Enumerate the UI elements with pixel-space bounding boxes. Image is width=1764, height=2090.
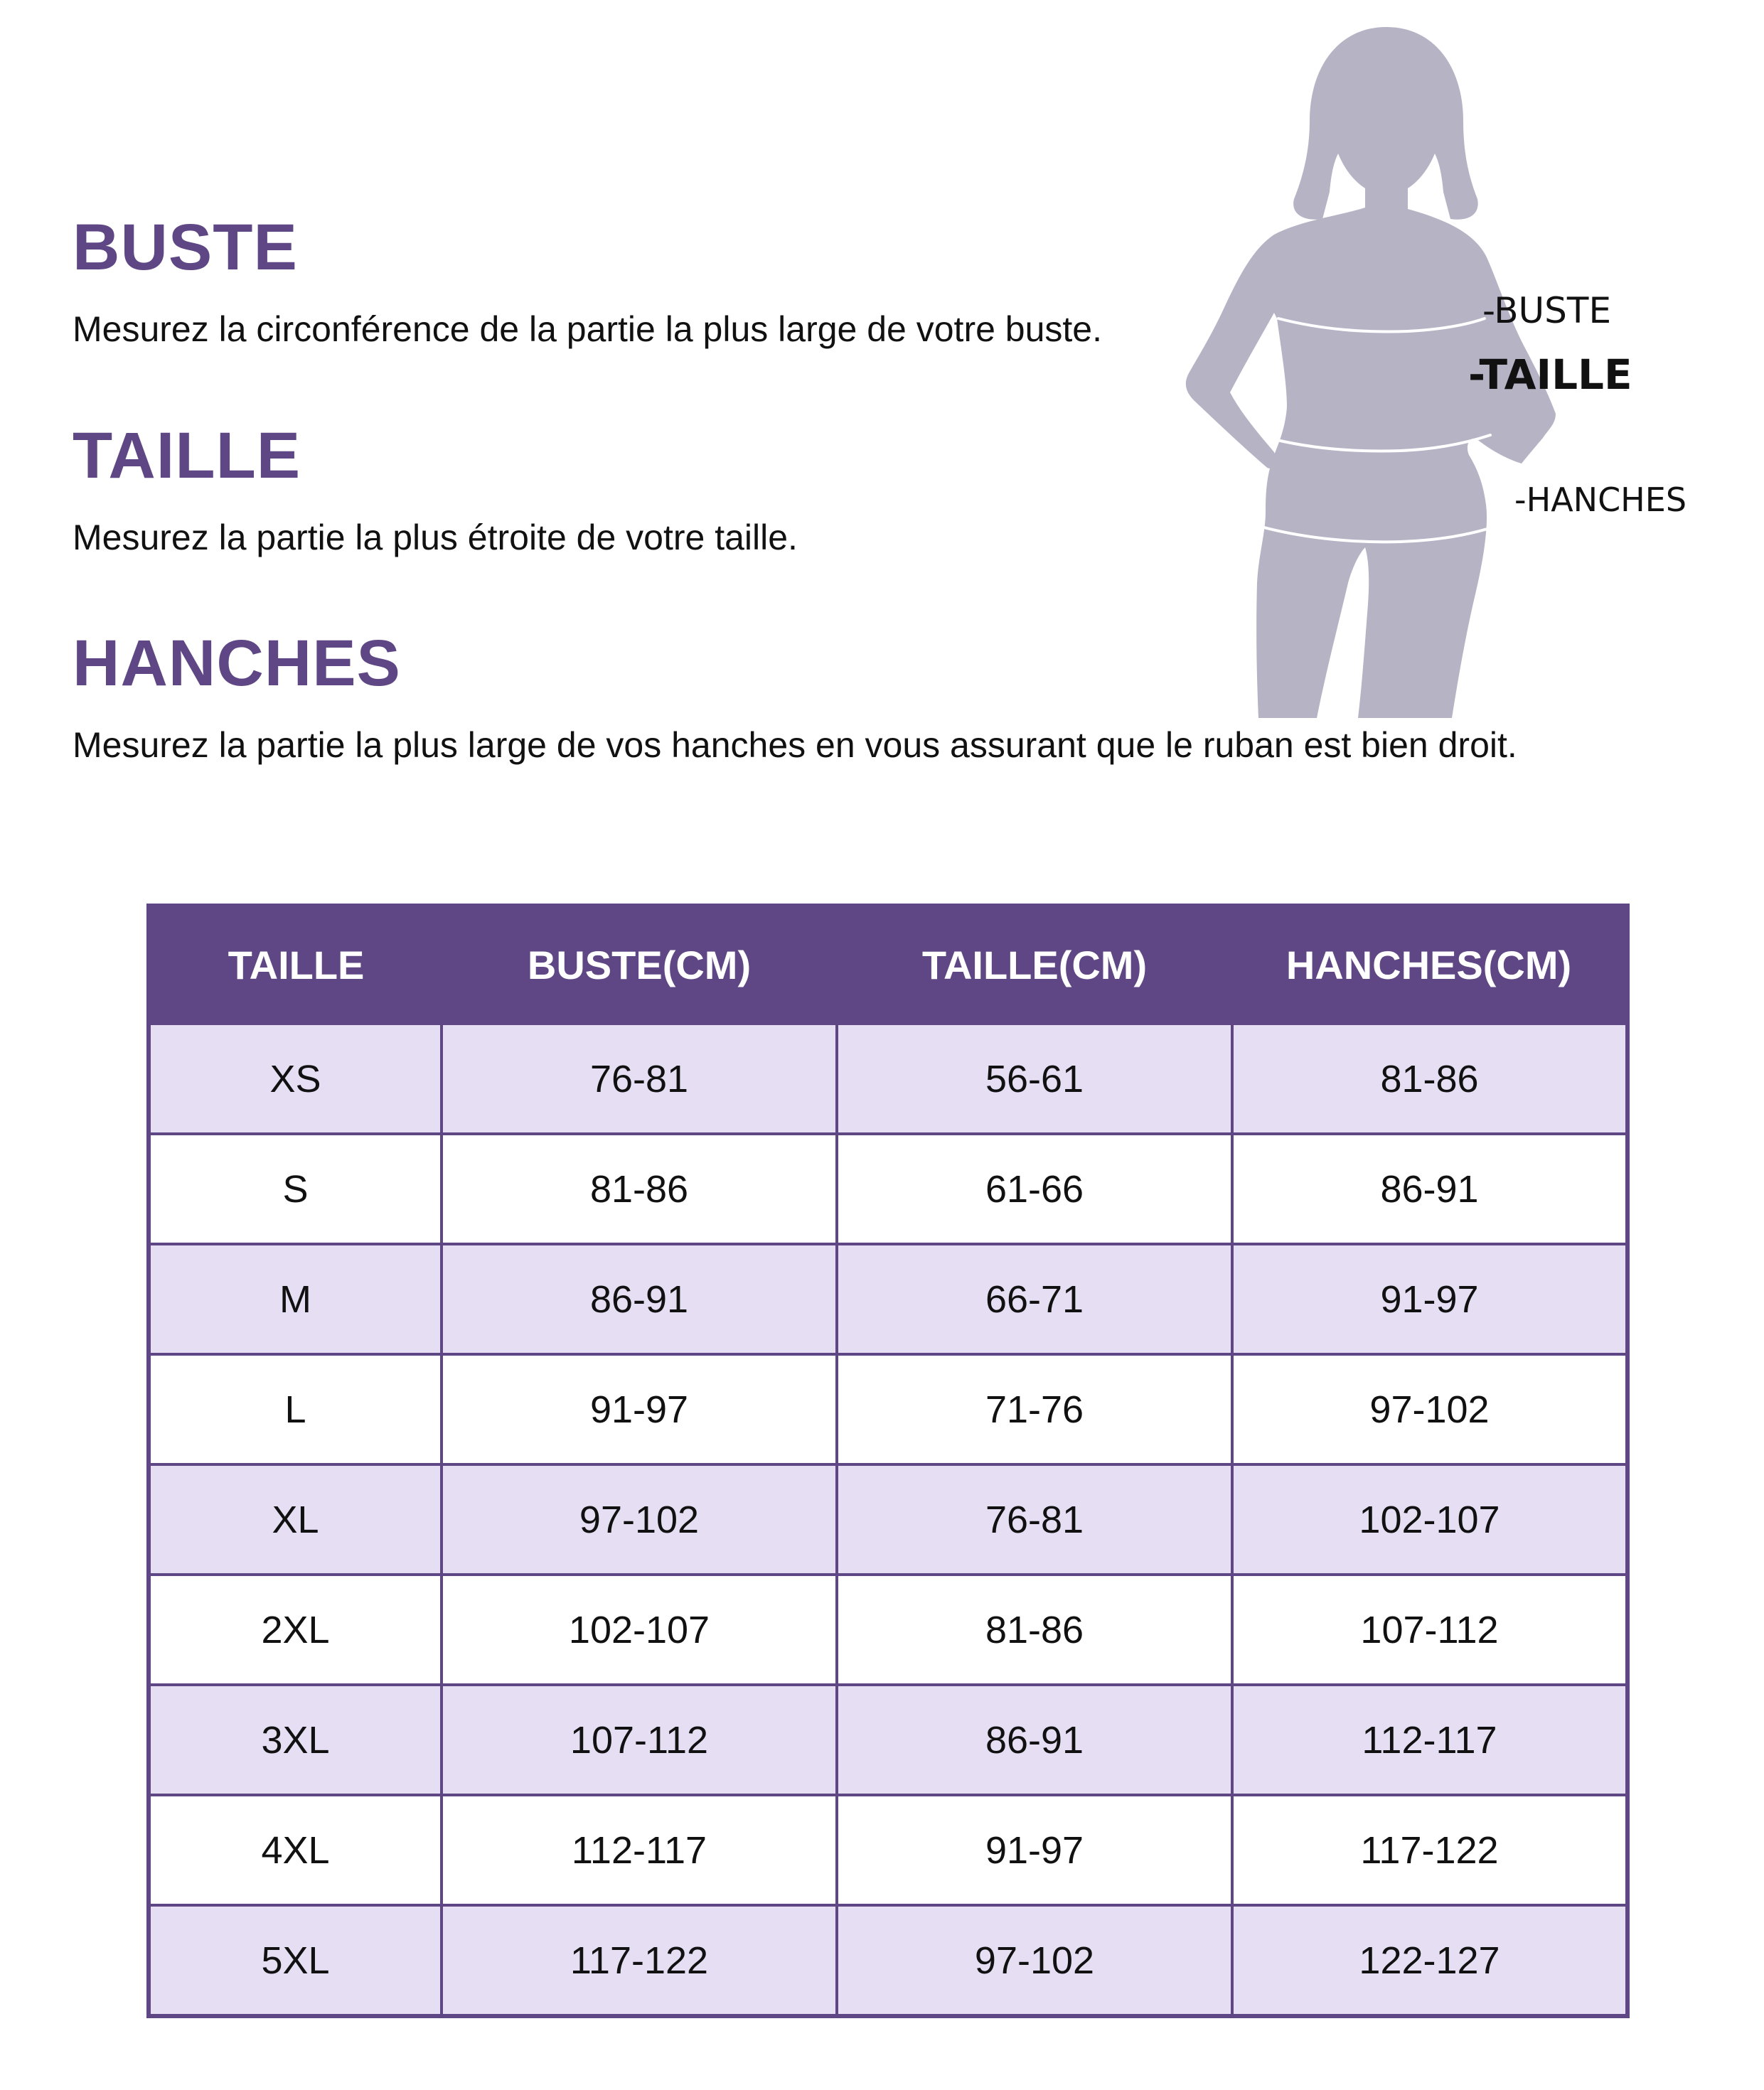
- table-row: [149, 1575, 1627, 1685]
- cell-hips: 81-86: [1232, 1024, 1627, 1135]
- table-row: [149, 1024, 1627, 1135]
- table-header-row: [149, 906, 1627, 1024]
- figure-label-bust: -BUSTE: [1482, 290, 1612, 331]
- cell-bust: 81-86: [442, 1134, 837, 1244]
- cell-bust: 117-122: [442, 1905, 837, 2016]
- cell-waist: 81-86: [837, 1575, 1232, 1685]
- header-size: TAILLE: [149, 906, 442, 1024]
- cell-waist: 97-102: [837, 1905, 1232, 2016]
- waist-instruction: Mesurez la partie la plus étroite de votre taille.: [73, 518, 798, 557]
- bust-instruction: Mesurez la circonférence de la partie la plus large de votre buste.: [73, 309, 1102, 349]
- cell-bust: 112-117: [442, 1795, 837, 1905]
- size-chart: [146, 904, 1625, 2018]
- cell-hips: 107-112: [1232, 1575, 1627, 1685]
- cell-hips: 97-102: [1232, 1354, 1627, 1464]
- table-row: [149, 1244, 1627, 1354]
- table-row: [149, 1795, 1627, 1905]
- header-waist: TAILLE(CM): [837, 906, 1232, 1024]
- cell-size: L: [149, 1354, 442, 1464]
- cell-size: 4XL: [149, 1795, 442, 1905]
- header-bust: BUSTE(CM): [442, 906, 837, 1024]
- cell-size: XL: [149, 1464, 442, 1575]
- cell-bust: 91-97: [442, 1354, 837, 1464]
- figure-label-hips: -HANCHES: [1514, 481, 1687, 519]
- cell-bust: 76-81: [442, 1024, 837, 1135]
- section-bust: [73, 211, 1102, 349]
- table-row: [149, 1905, 1627, 2016]
- size-table: [146, 904, 1630, 2018]
- cell-hips: 112-117: [1232, 1685, 1627, 1795]
- cell-bust: 102-107: [442, 1575, 837, 1685]
- cell-waist: 61-66: [837, 1134, 1232, 1244]
- section-waist: [73, 419, 798, 557]
- cell-hips: 86-91: [1232, 1134, 1627, 1244]
- cell-size: M: [149, 1244, 442, 1354]
- figure-label-waist: -TAILLE: [1468, 350, 1632, 399]
- cell-hips: 102-107: [1232, 1464, 1627, 1575]
- table-row: [149, 1464, 1627, 1575]
- cell-hips: 122-127: [1232, 1905, 1627, 2016]
- waist-heading: TAILLE: [73, 419, 301, 492]
- table-row: [149, 1685, 1627, 1795]
- cell-bust: 107-112: [442, 1685, 837, 1795]
- bust-heading: BUSTE: [73, 211, 298, 284]
- female-silhouette-icon: [1152, 14, 1763, 725]
- cell-hips: 117-122: [1232, 1795, 1627, 1905]
- header-hips: HANCHES(CM): [1232, 906, 1627, 1024]
- cell-bust: 97-102: [442, 1464, 837, 1575]
- table-row: [149, 1354, 1627, 1464]
- cell-bust: 86-91: [442, 1244, 837, 1354]
- cell-size: S: [149, 1134, 442, 1244]
- cell-size: 3XL: [149, 1685, 442, 1795]
- cell-size: XS: [149, 1024, 442, 1135]
- measurement-figure: [1152, 14, 1763, 725]
- cell-size: 2XL: [149, 1575, 442, 1685]
- table-row: [149, 1134, 1627, 1244]
- cell-waist: 66-71: [837, 1244, 1232, 1354]
- cell-waist: 76-81: [837, 1464, 1232, 1575]
- cell-waist: 56-61: [837, 1024, 1232, 1135]
- hips-heading: HANCHES: [73, 627, 401, 700]
- cell-waist: 71-76: [837, 1354, 1232, 1464]
- cell-waist: 86-91: [837, 1685, 1232, 1795]
- hips-instruction: Mesurez la partie la plus large de vos hanches en vous assurant que le ruban est bien droit.: [73, 725, 1517, 765]
- cell-waist: 91-97: [837, 1795, 1232, 1905]
- cell-hips: 91-97: [1232, 1244, 1627, 1354]
- cell-size: 5XL: [149, 1905, 442, 2016]
